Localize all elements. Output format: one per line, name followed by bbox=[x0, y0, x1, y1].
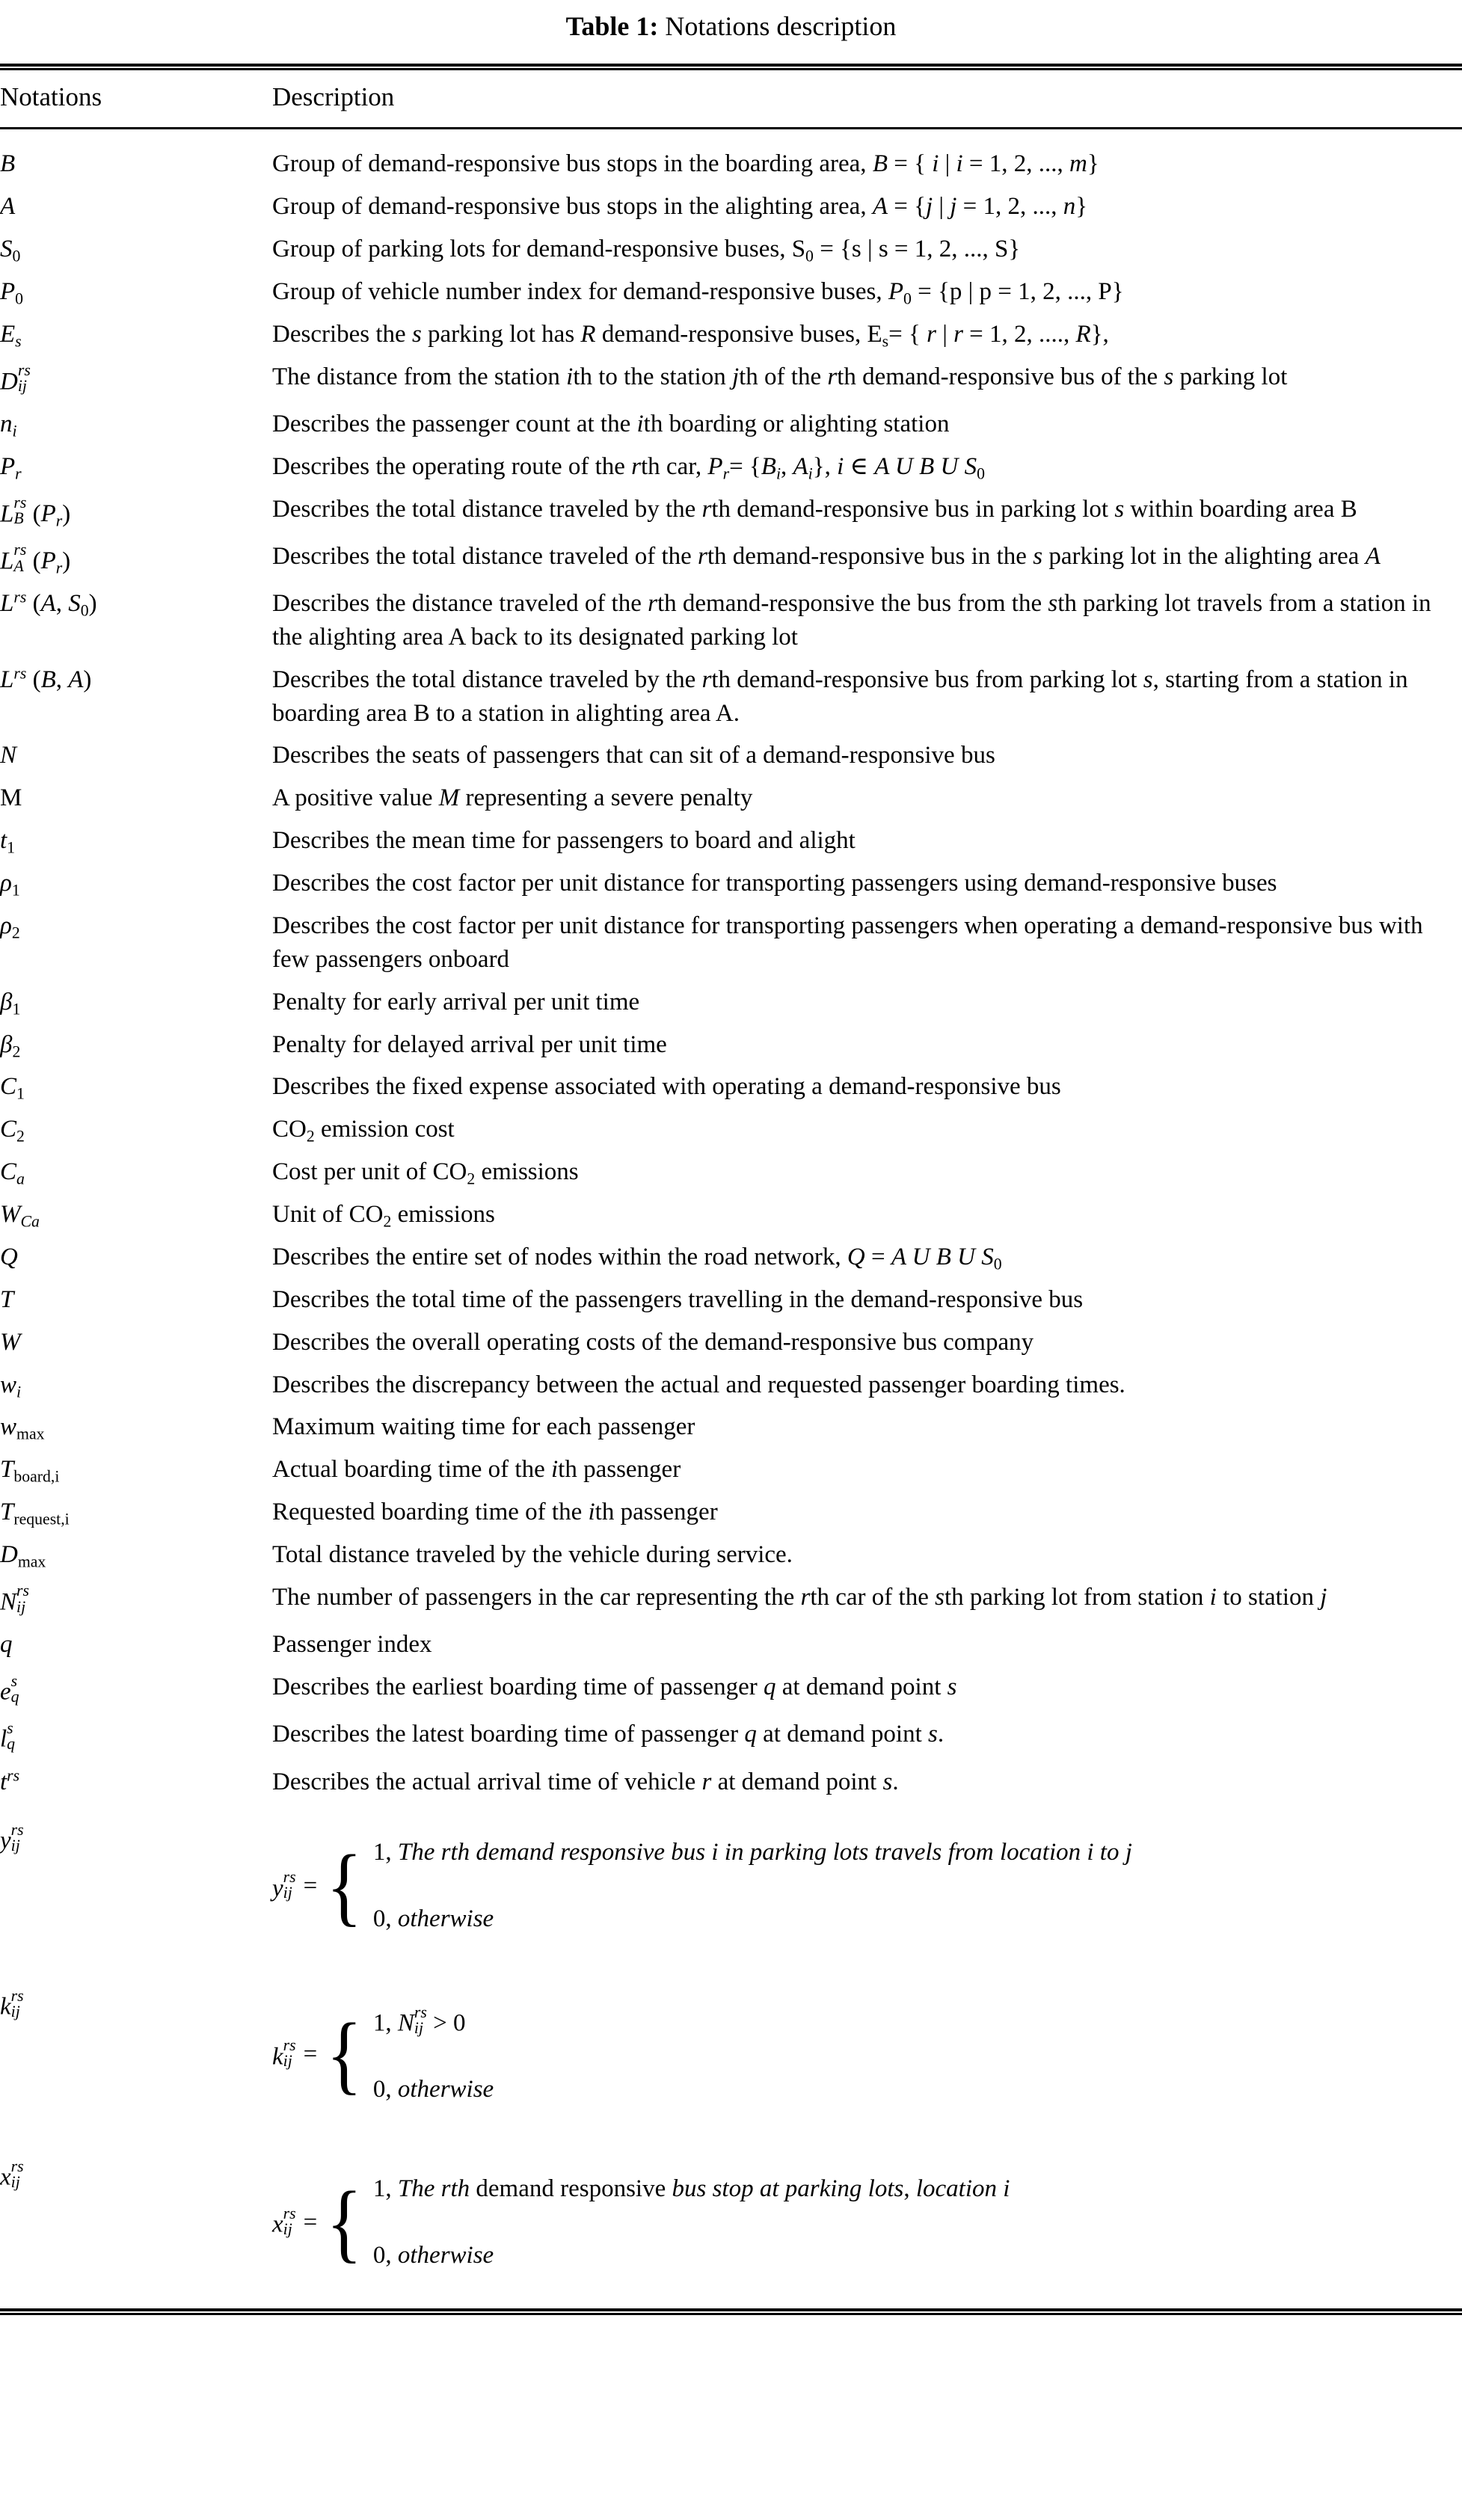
table-row bbox=[0, 1279, 1462, 1321]
table-row bbox=[0, 1623, 1462, 1666]
notation-symbol: $C_1$ bbox=[0, 1073, 25, 1103]
notation-description: Group of vehicle number index for demand-responsive buses, $P_0 = \{p$ | p = 1, 2, ..., P} bbox=[272, 277, 1124, 308]
table-row bbox=[0, 129, 1462, 185]
notation-symbol: $S_0$ bbox=[0, 235, 21, 265]
piecewise-lhs: k rs ij bbox=[272, 2036, 296, 2071]
equals-sign: = bbox=[303, 1872, 318, 1899]
table-bottom-rule bbox=[0, 2308, 1462, 2315]
table-row-piecewise bbox=[0, 2139, 1462, 2308]
table-body bbox=[0, 129, 1462, 2308]
piecewise-case-1: 1, The rth demand responsive bus stop at parking lots, location i bbox=[372, 2175, 1010, 2203]
table-row bbox=[0, 1576, 1462, 1623]
table-row bbox=[0, 488, 1462, 535]
notation-symbol: $D_{max}$ bbox=[0, 1541, 46, 1571]
notation-symbol: M bbox=[0, 784, 22, 812]
table-row bbox=[0, 1321, 1462, 1364]
notation-description: Total distance traveled by the vehicle during service. bbox=[272, 1541, 793, 1569]
piecewise-case-2: 0, otherwise bbox=[372, 1905, 494, 1933]
piecewise-cases bbox=[373, 2156, 1010, 2289]
notation-symbol: q bbox=[0, 1631, 13, 1659]
notation-symbol: $E_s$ bbox=[0, 320, 22, 351]
notation-description: Describes the total time of the passengers travelling in the demand-responsive bus bbox=[272, 1285, 1084, 1313]
notation-symbol: $L^{rs}$ (A, $S_0$) bbox=[0, 588, 97, 620]
notation-symbol: l s q bbox=[0, 1718, 16, 1754]
table-row bbox=[0, 1491, 1462, 1534]
header-row bbox=[0, 70, 1462, 127]
notation-symbol: $w_{max}$ bbox=[0, 1413, 45, 1443]
notation-description: Penalty for delayed arrival per unit time bbox=[272, 1030, 667, 1058]
notation-description: Describes the cost factor per unit distance for transporting passengers using demand-responsive buses bbox=[272, 870, 1277, 897]
notation-symbol: x rs ij bbox=[0, 2157, 24, 2192]
notation-symbol: $\rho_2$ bbox=[0, 912, 20, 942]
notation-symbol: A bbox=[0, 193, 16, 221]
notation-symbol: $\rho_1$ bbox=[0, 870, 20, 900]
notation-description: Describes the total distance traveled by the rth demand-responsive bus in parking lot s within boarding area B bbox=[272, 495, 1357, 523]
notation-description: Describes the cost factor per unit distance for transporting passengers when operating a demand-responsive bus with few passengers onboard bbox=[272, 912, 1423, 973]
notation-symbol: B bbox=[0, 150, 16, 178]
table-row bbox=[0, 535, 1462, 583]
notation-description: Describes the seats of passengers that can sit of a demand-responsive bus bbox=[272, 742, 995, 769]
notation-symbol: Q bbox=[0, 1243, 18, 1270]
notation-piecewise-definition bbox=[268, 2139, 1462, 2308]
table-row bbox=[0, 1406, 1462, 1448]
notation-description: Describes the overall operating costs of the demand-responsive bus company bbox=[272, 1328, 1034, 1356]
table-row bbox=[0, 313, 1462, 356]
notation-symbol: $L^{rs}$ (B, A) bbox=[0, 664, 92, 693]
left-brace-icon: { bbox=[326, 2005, 363, 2103]
notations-table-body bbox=[0, 129, 1462, 2308]
notation-description: Describes the passenger count at the ith boarding or alighting station bbox=[272, 410, 950, 437]
notation-description: Unit of $CO_2$ emissions bbox=[272, 1201, 495, 1231]
notation-symbol: N rs ij bbox=[0, 1582, 29, 1616]
notation-symbol: $T_{request,i}$ bbox=[0, 1499, 70, 1528]
table-row bbox=[0, 403, 1462, 446]
table-row-piecewise bbox=[0, 1803, 1462, 1969]
notation-description: Describes the entire set of nodes within the road network, Q = A U B U $S_0$ bbox=[272, 1243, 1002, 1273]
notation-description: Describes the latest boarding time of passenger q at demand point s. bbox=[272, 1721, 945, 1748]
notation-symbol: $w_i$ bbox=[0, 1371, 22, 1401]
notation-symbol: L rs B $(P_r)$ bbox=[0, 494, 71, 530]
equals-sign: = bbox=[303, 2040, 318, 2068]
table-row bbox=[0, 228, 1462, 271]
notation-symbol: $t^{rs}$ bbox=[0, 1766, 20, 1795]
column-header-description: Description bbox=[272, 82, 395, 112]
piecewise-cases bbox=[373, 1819, 1132, 1952]
caption-text: Notations description bbox=[665, 11, 897, 41]
notation-symbol: $P_0$ bbox=[0, 277, 24, 308]
notation-description: Maximum waiting time for each passenger bbox=[272, 1413, 695, 1441]
notation-symbol: $\beta_2$ bbox=[0, 1030, 21, 1061]
notation-description: Group of parking lots for demand-responsive buses, $S_0 = \{s$ | s = 1, 2, ..., S} bbox=[272, 235, 1021, 265]
notation-description: Actual boarding time of the ith passenger bbox=[272, 1456, 681, 1484]
piecewise-lhs: y rs ij bbox=[272, 1868, 296, 1902]
table-row bbox=[0, 734, 1462, 777]
notation-symbol: k rs ij bbox=[0, 1986, 24, 2020]
notation-description: Cost per unit of $CO_2$ emissions bbox=[272, 1158, 579, 1188]
notation-symbol: D rs ij bbox=[0, 361, 31, 396]
notation-piecewise-definition bbox=[268, 1803, 1462, 1969]
notation-description: Describes the fixed expense associated with operating a demand-responsive bus bbox=[272, 1073, 1061, 1101]
table-row bbox=[0, 1151, 1462, 1193]
notation-description: Describes the total distance traveled of the rth demand-responsive bus in the s parking lot in the alighting area A bbox=[272, 542, 1380, 570]
notation-symbol: $t_1$ bbox=[0, 827, 16, 857]
equals-sign: = bbox=[303, 2208, 318, 2236]
piecewise-case-1: 1, N rs ij > 0 bbox=[372, 2003, 466, 2037]
table-caption bbox=[0, 0, 1462, 64]
notation-symbol: $W_{Ca}$ bbox=[0, 1201, 40, 1231]
table-row bbox=[0, 1364, 1462, 1407]
table-row bbox=[0, 1713, 1462, 1760]
table-row bbox=[0, 1448, 1462, 1491]
notation-symbol: $\beta_1$ bbox=[0, 988, 21, 1018]
table-row bbox=[0, 271, 1462, 313]
notation-description: Describes the s parking lot has R demand-responsive buses, $E_s=$ { r | r = 1, 2, ...., R}, bbox=[272, 320, 1109, 351]
table-row bbox=[0, 1066, 1462, 1108]
table-row-piecewise bbox=[0, 1969, 1462, 2139]
table-row bbox=[0, 583, 1462, 659]
notation-description: Passenger index bbox=[272, 1631, 432, 1659]
table-row bbox=[0, 1024, 1462, 1066]
table-row bbox=[0, 446, 1462, 488]
notation-description: Describes the actual arrival time of vehicle r at demand point s. bbox=[272, 1768, 899, 1795]
notation-description: The number of passengers in the car representing the rth car of the sth parking lot from station i to station j bbox=[272, 1583, 1327, 1611]
table-row bbox=[0, 1236, 1462, 1279]
table-row bbox=[0, 862, 1462, 905]
notation-description: Group of demand-responsive bus stops in the boarding area, B = { i | i = 1, 2, ..., m} bbox=[272, 150, 1099, 178]
notation-symbol: L rs A $(P_r)$ bbox=[0, 541, 71, 577]
notation-description: A positive value M representing a severe penalty bbox=[272, 784, 753, 812]
notation-symbol: N bbox=[0, 742, 17, 769]
notation-description: Penalty for early arrival per unit time bbox=[272, 988, 640, 1015]
left-brace-icon: { bbox=[326, 1837, 363, 1935]
notation-description: Describes the operating route of the rth car, $P_r= \{B_i$, $A_i$}, i ∈ A U B U $S_0$ bbox=[272, 452, 985, 483]
notation-symbol: $C_2$ bbox=[0, 1116, 25, 1146]
table-row bbox=[0, 777, 1462, 820]
table-row bbox=[0, 356, 1462, 403]
table-row bbox=[0, 981, 1462, 1024]
left-brace-icon: { bbox=[326, 2173, 363, 2272]
table-row bbox=[0, 820, 1462, 862]
notation-piecewise-definition bbox=[268, 1969, 1462, 2139]
notation-symbol: y rs ij bbox=[0, 1820, 24, 1855]
table-row bbox=[0, 905, 1462, 981]
notations-table bbox=[0, 70, 1462, 127]
table-row bbox=[0, 1761, 1462, 1804]
notation-symbol: e s q bbox=[0, 1671, 19, 1706]
table-row bbox=[0, 1666, 1462, 1713]
notation-description: Describes the earliest boarding time of passenger q at demand point s bbox=[272, 1674, 957, 1701]
notation-description: Requested boarding time of the ith passenger bbox=[272, 1499, 718, 1526]
piecewise-case-2: 0, otherwise bbox=[372, 2242, 494, 2269]
notation-description: Group of demand-responsive bus stops in the alighting area, A = {j | j = 1, 2, ..., n} bbox=[272, 193, 1088, 221]
table-top-rule bbox=[0, 64, 1462, 70]
table-row bbox=[0, 1193, 1462, 1236]
notation-symbol: $C_a$ bbox=[0, 1158, 25, 1188]
table-row bbox=[0, 1534, 1462, 1576]
notation-description: Describes the distance traveled of the rth demand-responsive the bus from the sth parking lot travels from a station in the alighting area A back to its designated parking lot bbox=[272, 589, 1431, 651]
notation-description: $CO_2$ emission cost bbox=[272, 1116, 455, 1146]
notation-description: The distance from the station ith to the station jth of the rth demand-responsive bus of the s parking lot bbox=[272, 363, 1288, 390]
piecewise-cases bbox=[373, 1985, 494, 2123]
table-row bbox=[0, 1108, 1462, 1151]
column-header-notations: Notations bbox=[0, 82, 102, 112]
piecewise-lhs: x rs ij bbox=[272, 2204, 296, 2239]
notation-symbol: $T_{board,i}$ bbox=[0, 1456, 60, 1486]
table-row bbox=[0, 185, 1462, 228]
notation-symbol: T bbox=[0, 1285, 14, 1313]
caption-label: Table 1: bbox=[565, 11, 659, 41]
notation-description: Describes the total distance traveled by the rth demand-responsive bus from parking lot s, starting from a station in boarding area B to a station in alighting area A. bbox=[272, 666, 1408, 727]
notation-description: Describes the mean time for passengers to board and alight bbox=[272, 827, 856, 855]
piecewise-case-1: 1, The rth demand responsive bus i in parking lots travels from location i to j bbox=[372, 1839, 1132, 1866]
notation-description: Describes the discrepancy between the actual and requested passenger boarding times. bbox=[272, 1371, 1125, 1398]
table-row bbox=[0, 659, 1462, 735]
notation-symbol: W bbox=[0, 1328, 21, 1356]
notation-symbol: $n_i$ bbox=[0, 410, 17, 440]
piecewise-case-2: 0, otherwise bbox=[372, 2076, 494, 2103]
notation-symbol: $P_r$ bbox=[0, 452, 22, 483]
table-header bbox=[0, 70, 1462, 127]
